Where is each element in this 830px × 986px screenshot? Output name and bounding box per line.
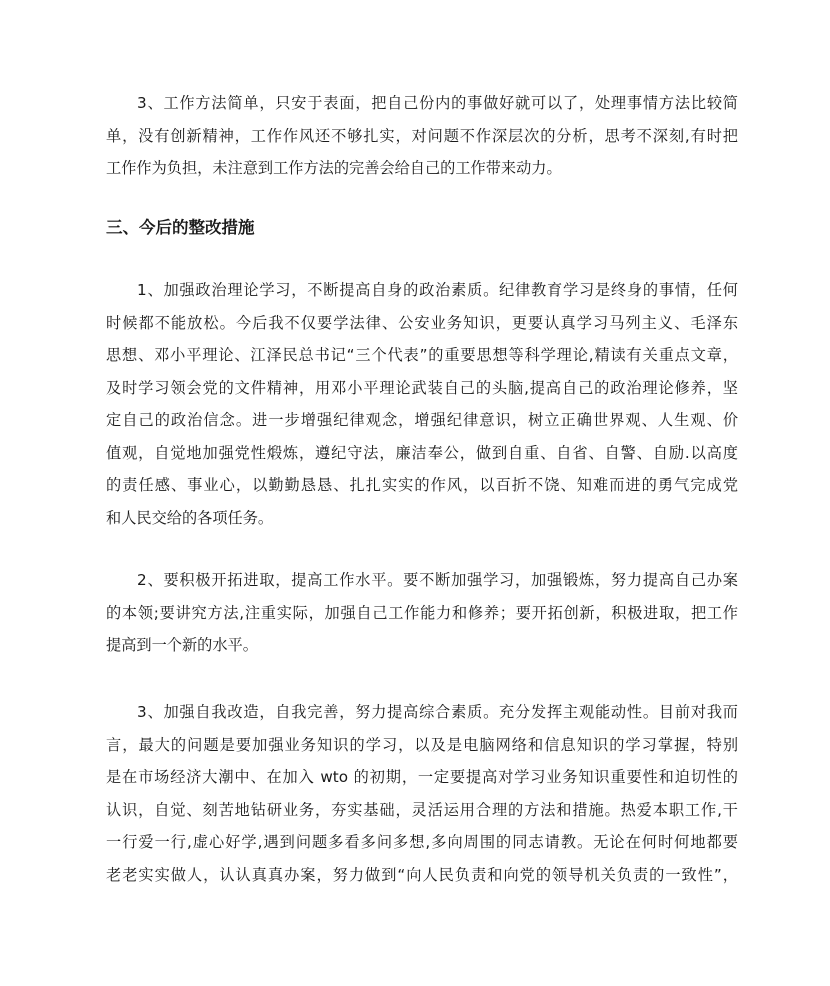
text-line: 的责任感、事业心，以勤勤恳恳、扎扎实实的作风，以百折不饶、知难而进的勇气完成党 bbox=[106, 476, 738, 494]
paragraph-work-level bbox=[106, 564, 738, 662]
paragraph-work-method bbox=[106, 87, 738, 185]
text-line: 的本领;要讲究方法,注重实际，加强自己工作能力和修养；要开拓创新，积极进取，把工作 bbox=[106, 603, 738, 622]
text-line: 提高到一个新的水平。 bbox=[106, 636, 258, 654]
text-line: 思想、邓小平理论、江泽民总书记“三个代表”的重要思想等科学理论,精读有关重点文章， bbox=[106, 346, 738, 364]
text-line: 工作作为负担，未注意到工作方法的完善会给自己的工作带来动力。 bbox=[106, 159, 562, 177]
text-line: 及时学习领会党的文件精神，用邓小平理论武装自己的头脑,提高自己的政治理论修养，坚 bbox=[106, 378, 738, 397]
text-line: 言，最大的问题是要加强业务知识的学习，以及是电脑网络和信息知识的学习掌握，特别 bbox=[106, 735, 738, 754]
paragraph-political-study bbox=[106, 274, 738, 534]
text-line: 和人民交给的各项任务。 bbox=[106, 508, 274, 527]
text-line: 3、工作方法简单，只安于表面，把自己份内的事做好就可以了，处理事情方法比较简 bbox=[137, 94, 738, 112]
text-line: 值观，自觉地加强党性煅炼，遵纪守法，廉洁奉公，做到自重、自省、自警、自励.以高度 bbox=[106, 443, 738, 462]
text-line: 是在市场经济大潮中、在加入 wto 的初期，一定要提高对学习业务知识重要性和迫切性的 bbox=[106, 768, 738, 786]
text-line: 2、要积极开拓进取，提高工作水平。要不断加强学习，加强锻炼，努力提高自己办案 bbox=[137, 571, 738, 589]
text-line: 1、加强政治理论学习，不断提高自身的政治素质。纪律教育学习是终身的事情，任何 bbox=[137, 281, 738, 299]
text-line: 老老实实做人，认认真真办案，努力做到“向人民负责和向党的领导机关负责的一致性”， bbox=[106, 865, 738, 884]
text-line: 3、加强自我改造，自我完善，努力提高综合素质。充分发挥主观能动性。目前对我而 bbox=[137, 703, 738, 721]
text-line: 单，没有创新精神，工作作风还不够扎实，对问题不作深层次的分析，思考不深刻,有时把 bbox=[106, 126, 738, 145]
section-heading: 三、今后的整改措施 bbox=[106, 218, 255, 237]
text-line: 时候都不能放松。今后我不仅要学法律、公安业务知识，更要认真学习马列主义、毛泽东 bbox=[106, 313, 738, 332]
text-line: 一行爱一行,虚心好学,遇到问题多看多问多想,多向周围的同志请教。无论在何时何地都要 bbox=[106, 833, 738, 851]
text-line: 定自己的政治信念。进一步增强纪律观念，增强纪律意识，树立正确世界观、人生观、价 bbox=[106, 411, 738, 429]
paragraph-self-improvement bbox=[106, 696, 738, 891]
text-line: 认识，自觉、刻苦地钻研业务，夯实基础，灵活运用合理的方法和措施。热爱本职工作,干 bbox=[106, 800, 738, 819]
